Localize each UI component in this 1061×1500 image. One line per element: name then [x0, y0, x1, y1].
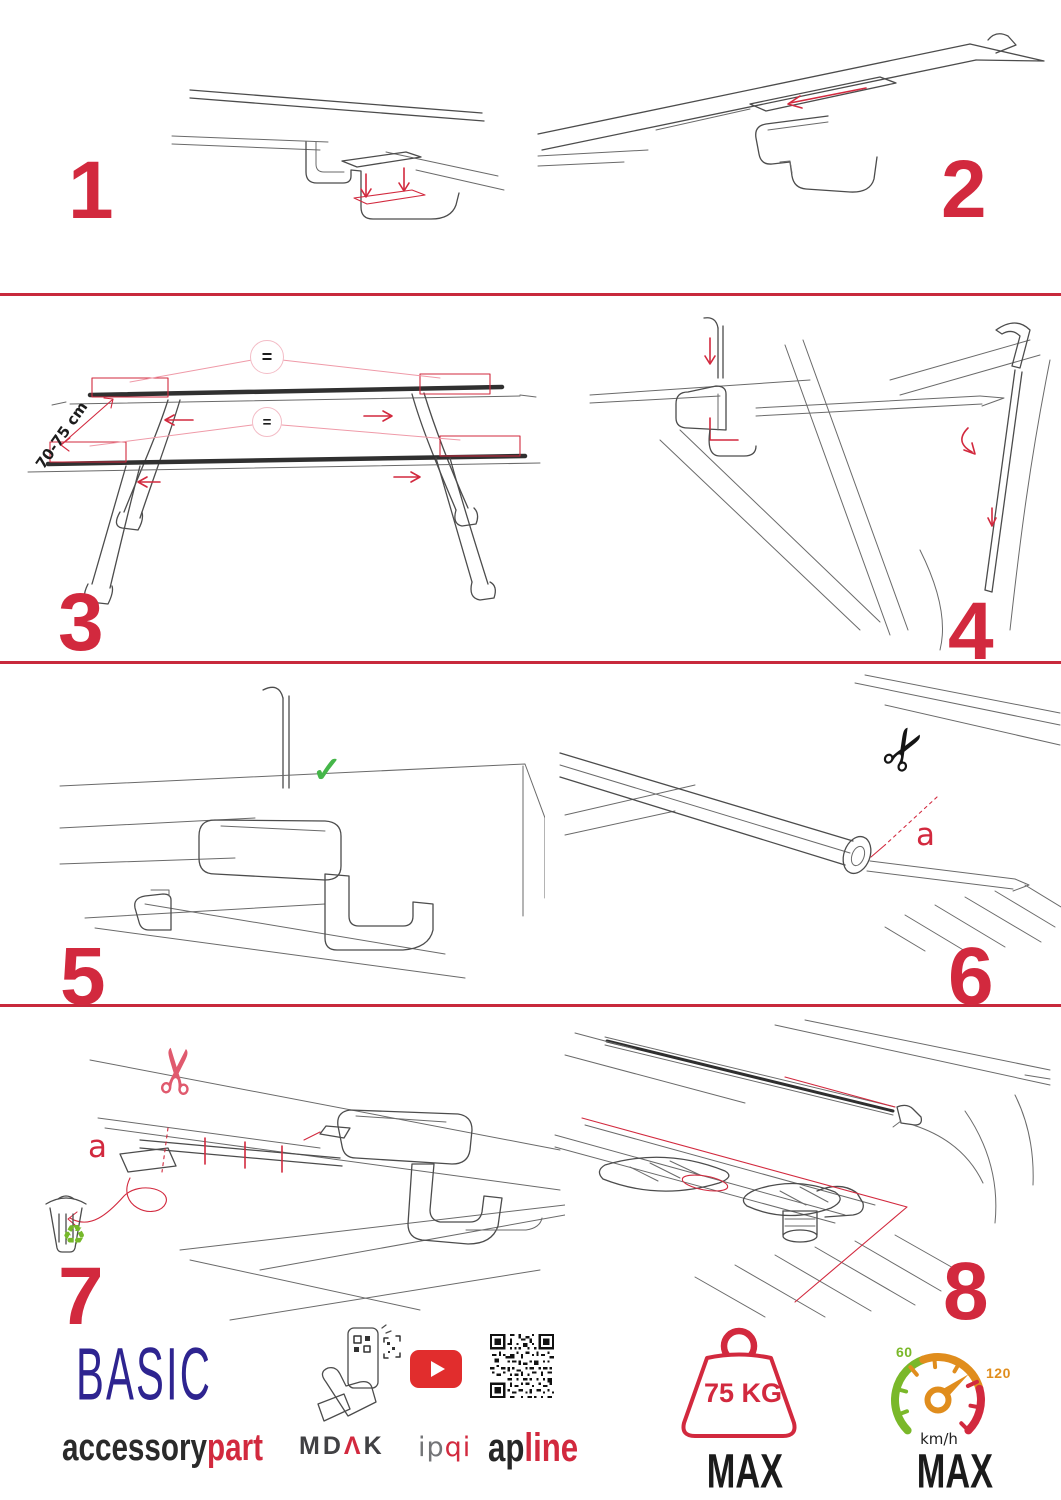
clamp-assembly: [304, 1110, 542, 1244]
rubber-strip: [750, 77, 896, 111]
clamp-foot: [756, 116, 877, 192]
step-6-number: 6: [948, 931, 992, 1022]
clamp-bracket: [306, 142, 459, 219]
equal-spacing-badge: =: [250, 340, 284, 374]
mdak-pre: MD: [299, 1432, 344, 1460]
qr-code-icon: [490, 1334, 554, 1398]
step-3-number: 3: [58, 577, 102, 668]
speed-max-label: MAX: [916, 1444, 994, 1499]
step-1-number: 1: [68, 145, 112, 236]
locking-pin: [704, 318, 723, 378]
mdak-accent: Λ: [343, 1432, 364, 1460]
roof-lines: [60, 764, 545, 978]
gauge-needle: [928, 1374, 969, 1410]
step-4-number: 4: [948, 586, 992, 677]
roof-rail-lines: [172, 90, 504, 190]
weight-value: 75 KG: [703, 1378, 783, 1408]
step-1-illustration: [130, 18, 520, 268]
gauge-high-tick: 120: [986, 1365, 1011, 1381]
speed-unit-label: km/h: [920, 1430, 958, 1448]
check-icon: ✓: [312, 749, 343, 790]
brand-logo: [76, 1332, 265, 1417]
apline-pre: ap: [488, 1426, 525, 1470]
step-7-illustration: [20, 1020, 565, 1335]
hook-pin: [263, 687, 289, 788]
allen-key: [962, 323, 1030, 592]
qr-scan-phone-icon: [312, 1324, 404, 1424]
gauge-low-tick: 60: [896, 1344, 913, 1360]
youtube-icon: [410, 1350, 462, 1388]
cut-part-label: a: [916, 817, 935, 853]
mdak-post: K: [363, 1432, 385, 1460]
step-5-number: 5: [60, 931, 104, 1022]
apline-logo: [488, 1428, 604, 1468]
scissors-icon: ✂: [865, 713, 945, 787]
step-7-number: 7: [58, 1251, 102, 1342]
zoom-wedge: [582, 1118, 907, 1302]
qr-modules: [490, 1334, 554, 1398]
ipqi-accent: qi: [444, 1432, 472, 1463]
section-divider: [0, 293, 1061, 296]
rubber-pad: [342, 152, 425, 204]
step-2-number: 2: [941, 144, 985, 235]
recycle-icon: ♻: [62, 1220, 87, 1250]
rear-crossbar: [28, 456, 540, 604]
equal-overhang-dimensions: [50, 360, 520, 462]
qr-dots: [354, 1336, 400, 1358]
wordmark-accent: part: [207, 1427, 264, 1469]
wordmark-primary: accessory: [62, 1427, 208, 1469]
roof-lines: [90, 1060, 565, 1320]
step-8-number: 8: [943, 1246, 987, 1337]
cut-part-label: a: [88, 1129, 107, 1165]
brand-text: BASIC: [76, 1332, 213, 1417]
crossbar-tube: [560, 753, 1029, 891]
accessorypart-logo: [62, 1429, 320, 1467]
bar-distance-label: 70-75 cm: [32, 398, 92, 473]
clamp-on-rail: [590, 380, 1004, 456]
weight-max-label: MAX: [706, 1444, 784, 1499]
ipqi-pre: ip: [418, 1432, 445, 1463]
apline-accent: line: [524, 1426, 579, 1470]
ipqi-logo: [418, 1434, 471, 1461]
clamp-assembly: [135, 820, 433, 950]
roof-rails: [565, 675, 1061, 951]
mdak-logo: [299, 1434, 385, 1459]
scissors-icon: ✂: [138, 1041, 217, 1101]
equal-spacing-badge: =: [252, 407, 282, 437]
